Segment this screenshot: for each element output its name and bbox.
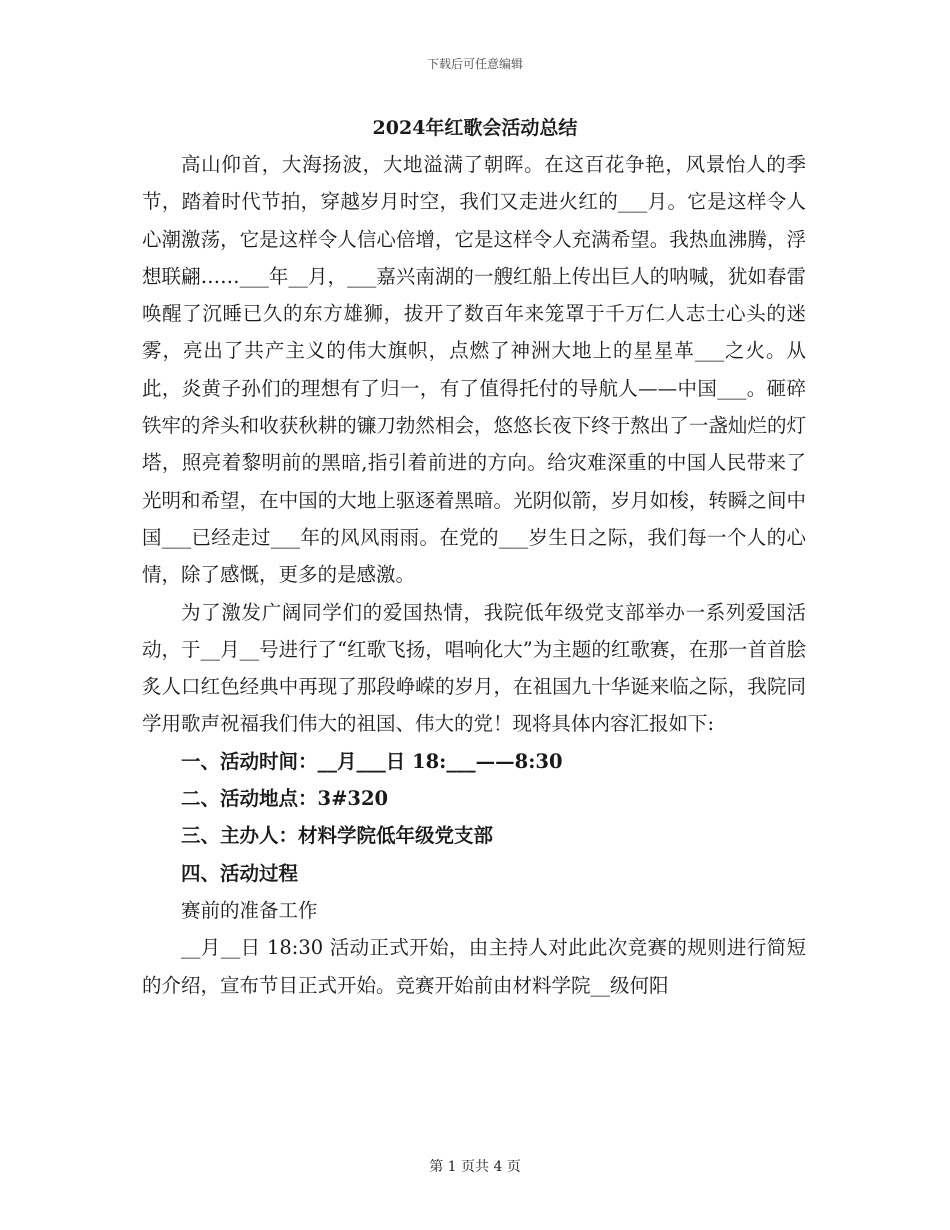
paragraph-intro: 高山仰首，大海扬波，大地溢满了朝晖。在这百花争艳，风景怡人的季节，踏着时代节拍，穿越岁月时空，我们又走进火红的___月。它是这样令人心潮激荡，它是这样令人信心倍增，它是这样令人充满希望。我热血沸腾，浮想联翩……___年__月，___嘉兴南湖的一艘红船上传出巨人的呐喊，犹如春雷唤醒了沉睡已久的东方雄狮，拔开了数百年来笼罩于千万仁人志士心头的迷雾，亮出了共产主义的伟大旗帜，点燃了神洲大地上的星星革___之火。从此，炎黄子孙们的理想有了归一，有了值得托付的导航人——中国___。砸碎铁牢的斧头和收获秋耕的镰刀勃然相会，悠悠长夜下终于熬出了一盏灿烂的灯塔，照亮着黎明前的黑暗,指引着前进的方向。给灾难深重的中国人民带来了光明和希望，在中国的大地上驱逐着黑暗。光阴似箭，岁月如梭，转瞬之间中国___已经走过___年的风风雨雨。在党的___岁生日之际，我们每一个人的心情，除了感慨，更多的是感激。 (142, 153, 806, 587)
paragraph-purpose: 为了激发广阔同学们的爱国热情，我院低年级党支部举办一系列爱国活动，于__月__号进行了“红歌飞扬，唱响化大”为主题的红歌赛，在那一首首脍炙人口红色经典中再现了那段峥嵘的岁月，在祖国九十华诞来临之际，我院同学用歌声祝福我们伟大的祖国、伟大的党！现将具体内容汇报如下: (142, 600, 806, 736)
item-activity-location: 二、活动地点：3#320 (181, 787, 389, 811)
header-note: 下载后可任意编辑 (426, 57, 523, 71)
document-body (142, 146, 806, 1004)
paragraph-process: __月__日 18:30 活动正式开始，由主持人对此此次竞赛的规则进行简短的介绍，宣布节目正式开始。竞赛开始前由材料学院__级何阳 (142, 936, 806, 997)
section-subtitle: 赛前的准备工作 (181, 898, 318, 922)
document-title: 2024年红歌会活动总结 (372, 117, 578, 139)
item-activity-process: 四、活动过程 (181, 861, 299, 885)
item-organizer: 三、主办人：材料学院低年级党支部 (181, 824, 494, 848)
item-activity-time: 一、活动时间：__月___日 18:___——8:30 (181, 749, 563, 773)
page-footer: 第 1 页共 4 页 (429, 1159, 521, 1175)
